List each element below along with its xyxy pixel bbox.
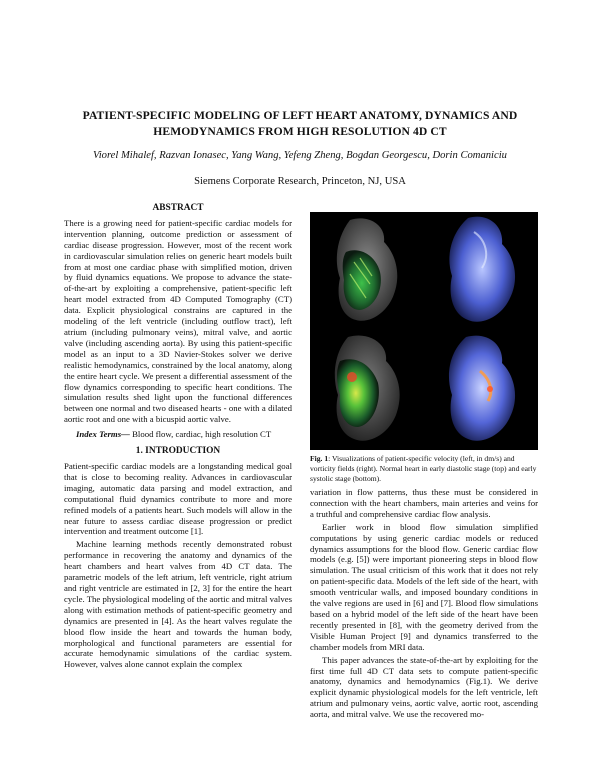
author-list: Viorel Mihalef, Razvan Ionasec, Yang Wang, Yefeng Zheng, Bogdan Georgescu, Dorin Comaniciu <box>93 150 507 161</box>
index-terms-label: Index Terms— <box>76 429 130 440</box>
abstract-heading: ABSTRACT <box>152 203 204 213</box>
abstract-section <box>64 203 292 672</box>
intro-paragraph-1: Patient-specific cardiac models are a longstanding medical goal that is close to becoming reality. Advances in cardiovascular imaging, automatic data parsing and model extraction, and computational fluid dynamics contribute to more and more refined models of a patients heart. Such models will allow in the near future to assess cardiac disease progression or predict intervention and treatment outcome [1]. <box>64 461 292 537</box>
figure-1-caption-text: : Visualizations of patient-specific velocity (left, in dm/s) and vorticity fields (right). Normal heart in early diastolic stage (top) and early systolic stage (bottom). <box>310 454 537 483</box>
affiliation: Siemens Corporate Research, Princeton, NJ, USA <box>194 176 406 187</box>
intro-paragraph-3: variation in flow patterns, thus these must be considered in connection with the heart chambers, main arteries and veins for a truthful and comprehensive cardiac flow analysis. <box>310 487 538 519</box>
intro-heading: 1. INTRODUCTION <box>135 446 221 457</box>
intro-paragraph-4: Earlier work in blood flow simulation simplified computations by using generic cardiac models or reduced dynamics assumptions for the blood flow. Generic cardiac flow models (e.g. [5]) were important pioneering steps in blood flow simulation. The usual criticism of this work that it does not rely on patient-specific data. Models of the left side of the heart, with smooth ventricular walls, and imposed boundary conditions in the valve regions are used in [6] and [7]. Blood flow simulations based on a hybrid model of the left side of the heart have been recently presented in [8], with the geometry derived from the Visible Human Project [9] and dynamics transferred to the chamber models from MRI data. <box>310 521 538 652</box>
title-line-2: HEMODYNAMICS FROM HIGH RESOLUTION 4D CT <box>153 125 447 138</box>
intro-continued <box>310 487 538 722</box>
figure-1-caption <box>310 454 538 484</box>
velocity-systole-panel <box>310 331 424 450</box>
intro-paragraph-2: Machine learning methods recently demonstrated robust performance in recovering the anatomy and dynamics of the heart chambers and heart valves from 4D CT data. The parametric models of the left atrium, left ventricle, right atrium and right ventricle are estimated in [2, 3] for the entire the heart cycle. The physiological modeling of the aortic and mitral valves along with estimation methods of patient-specific geometry and dynamics are presented in [4]. As the heart valves regulate the blood flow inside the heart and towards the human body, morphological and functional parameters are essential for accurate hemodynamic simulations of the cardiac system. However, valves alone cannot explain the complex <box>64 539 292 670</box>
index-terms-text: Blood flow, cardiac, high resolution CT <box>129 429 272 440</box>
paper-title <box>60 108 540 140</box>
vorticity-systole-panel <box>424 331 538 450</box>
velocity-diastole-panel <box>310 212 424 331</box>
abstract-text: There is a growing need for patient-specific cardiac models for intervention planning, outcome prediction or assessment of cardiac disease progression. However, most of the recent work in cardiovascular simulation relies on generic heart models built from at most one cardiac phase with simplified motion, driven by fluid dynamics equations. We propose to advance the state-of-the-art by exploiting a comprehensive, patient-specific left heart model extracted from 4D Computed Tomography (CT) data. Explicit physiological constrains are captured in the modeling of the left ventricle (including outflow tract), left atrium (including pulmonary veins), mitral valve, and aortic valve (including ascending aorta). By using this patient-specific model as an input to a 3D Navier-Stokes solver we derive realistic hemodynamics, constrained by the local anatomy, along the entire heart cycle. We present a differential assessment of the flow dynamics corresponding to specific heart conditions. The simulation results shed light upon the functional differences between one normal and two diseased hearts - one with a dilated aortic root and one with a bicuspid aortic valve. <box>64 217 292 425</box>
vorticity-diastole-panel <box>424 212 538 331</box>
title-line-1: PATIENT-SPECIFIC MODELING OF LEFT HEART ANATOMY, DYNAMICS AND <box>82 109 518 122</box>
figure-1-label: Fig. 1 <box>310 454 329 463</box>
intro-paragraph-5: This paper advances the state-of-the-art by exploiting for the first time full 4D CT data sets to compute patient-specific anatomy, dynamics and hemodynamics (Fig.1). We derive explicit dynamic physiological models for the left ventricle, left atrium and pulmonary veins, aortic valve, aortic root, ascending aorta, and mitral valve. We use the recovered mo- <box>310 654 538 720</box>
index-terms <box>64 429 292 440</box>
figure-1 <box>310 212 538 450</box>
